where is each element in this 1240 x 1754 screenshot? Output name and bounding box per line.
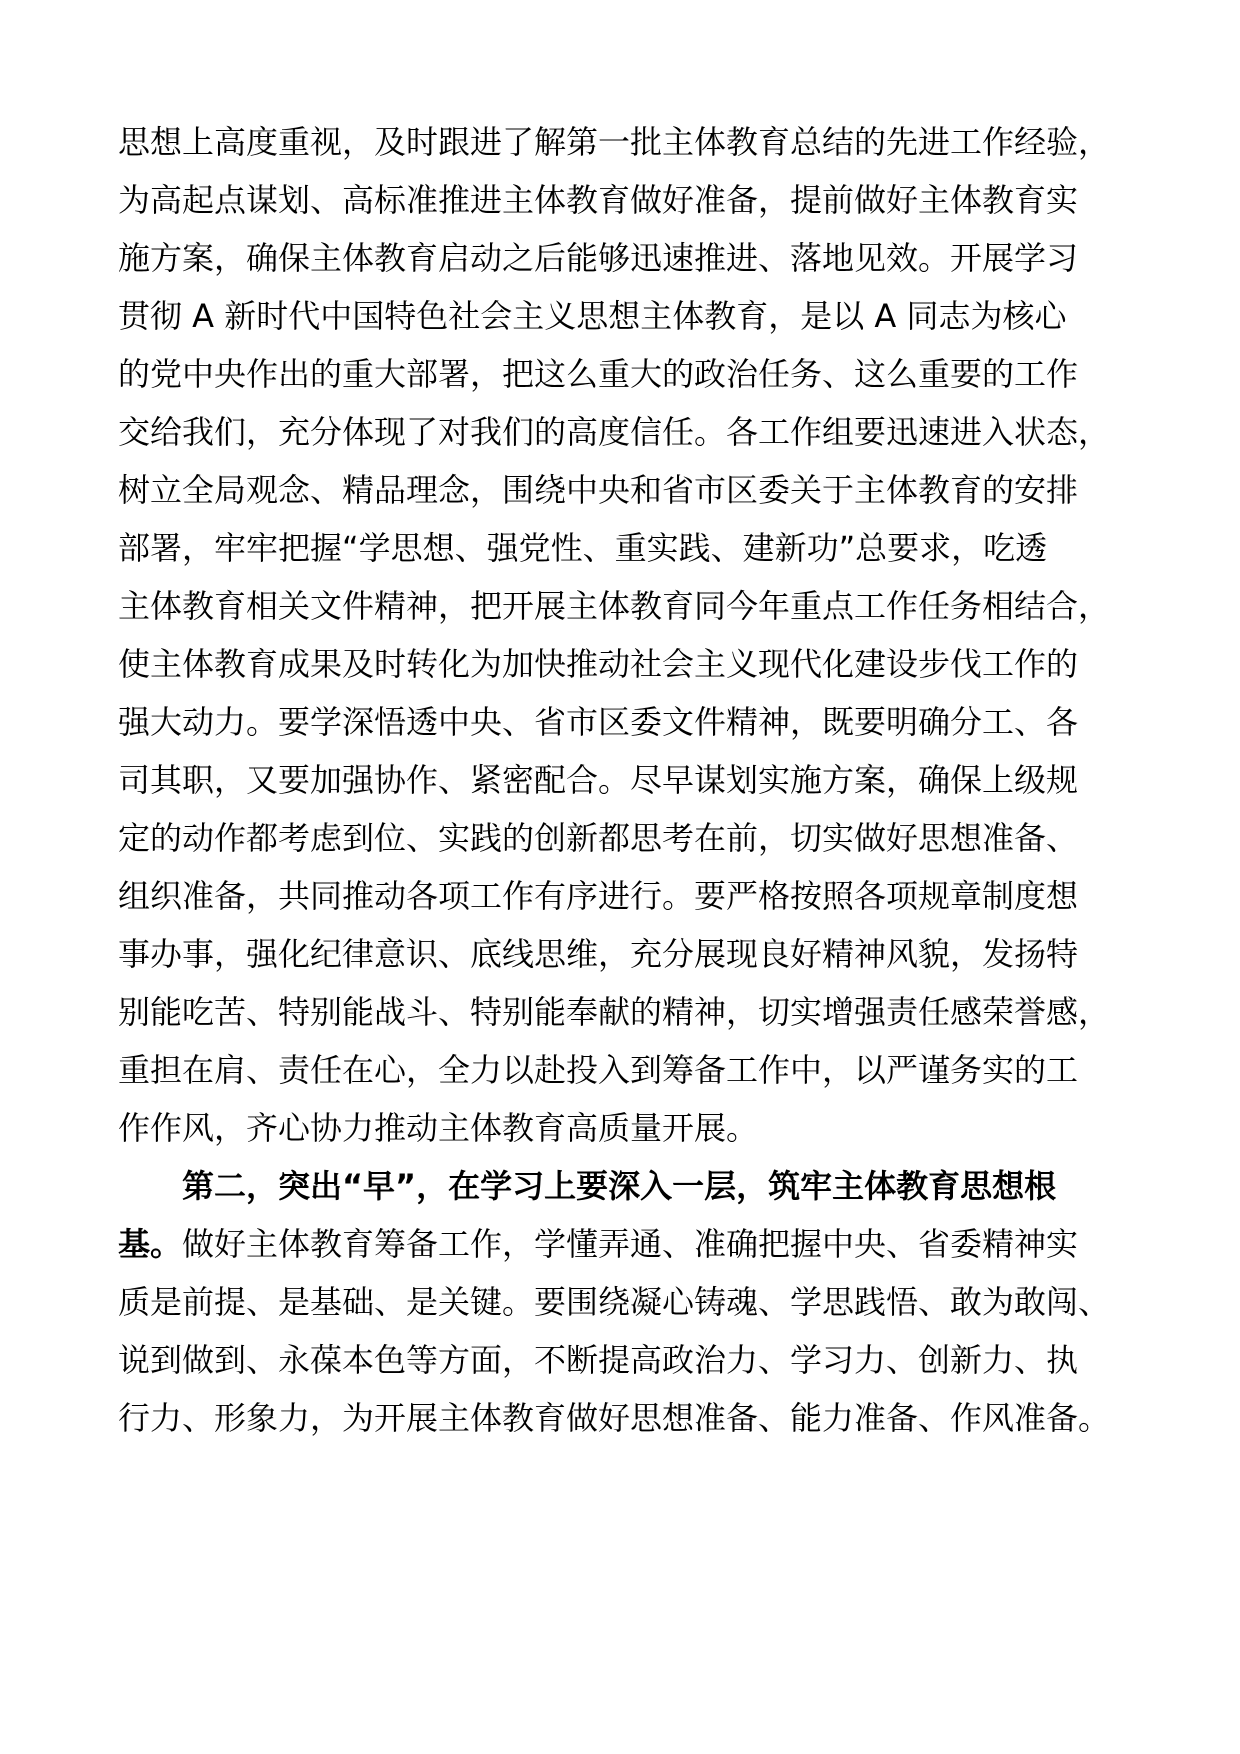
paragraph-1-line: 重担在肩、责任在心，全力以赴投入到筹备工作中，以严谨务实的工 [118, 1051, 1079, 1089]
paragraph-1-line: 主体教育相关文件精神，把开展主体教育同今年重点工作任务相结合， [118, 587, 1111, 625]
paragraph-1-line: 思想上高度重视，及时跟进了解第一批主体教育总结的先进工作经验， [118, 123, 1111, 161]
paragraph-1-line: 组织准备，共同推动各项工作有序进行。要严格按照各项规章制度想 [118, 877, 1079, 915]
paragraph-1-line: 事办事，强化纪律意识、底线思维，充分展现良好精神风貌，发扬特 [118, 935, 1079, 973]
paragraph-1-line: 强大动力。要学深悟透中央、省市区委文件精神，既要明确分工、各 [118, 703, 1079, 741]
paragraph-2-line: 说到做到、永葆本色等方面，不断提高政治力、学习力、创新力、执 [118, 1341, 1079, 1379]
paragraph-1-line: 使主体教育成果及时转化为加快推动社会主义现代化建设步伐工作的 [118, 645, 1079, 683]
paragraph-1-line: 树立全局观念、精品理念，围绕中央和省市区委关于主体教育的安排 [118, 471, 1079, 509]
section-heading-end: 基。 [118, 1225, 183, 1263]
paragraph-1-line: 贯彻 A 新时代中国特色社会主义思想主体教育，是以 A 同志为核心 [118, 297, 1067, 335]
paragraph-2-line: 质是前提、是基础、是关键。要围绕凝心铸魂、学思践悟、敢为敢闯、 [118, 1283, 1111, 1321]
paragraph-1-line: 交给我们，充分体现了对我们的高度信任。各工作组要迅速进入状态， [118, 413, 1111, 451]
paragraph-2-line: 行力、形象力，为开展主体教育做好思想准备、能力准备、作风准备。 [118, 1399, 1111, 1437]
paragraph-2-text: 做好主体教育筹备工作，学懂弄通、准确把握中央、省委精神实 [182, 1225, 1079, 1263]
paragraph-1-line: 定的动作都考虑到位、实践的创新都思考在前，切实做好思想准备、 [118, 819, 1079, 857]
paragraph-1-line: 司其职，又要加强协作、紧密配合。尽早谋划实施方案，确保上级规 [118, 761, 1079, 799]
paragraph-2-line [118, 1224, 1078, 1264]
paragraph-1-line: 的党中央作出的重大部署，把这么重大的政治任务、这么重要的工作 [118, 355, 1079, 393]
paragraph-1-line: 别能吃苦、特别能战斗、特别能奉献的精神，切实增强责任感荣誉感， [118, 993, 1111, 1031]
paragraph-1-line: 部署，牢牢把握“学思想、强党性、重实践、建新功”总要求，吃透 [118, 529, 1048, 567]
paragraph-1-line: 施方案，确保主体教育启动之后能够迅速推进、落地见效。开展学习 [118, 239, 1079, 277]
section-heading: 第二，突出“早”，在学习上要深入一层，筑牢主体教育思想根 [182, 1167, 1057, 1205]
paragraph-1-line: 为高起点谋划、高标准推进主体教育做好准备，提前做好主体教育实 [118, 181, 1079, 219]
paragraph-1-line: 作作风，齐心协力推动主体教育高质量开展。 [118, 1109, 759, 1147]
